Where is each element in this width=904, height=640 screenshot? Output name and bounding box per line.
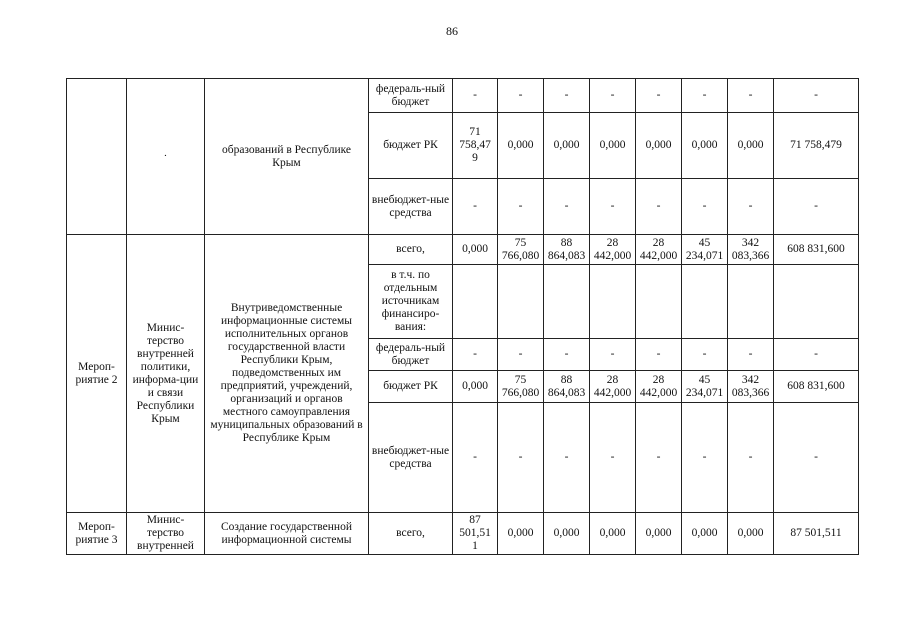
- amount-cell: 0,000: [682, 113, 728, 179]
- amount-cell: 0,000: [682, 513, 728, 555]
- event-cell: Мероп-риятие 2: [67, 235, 127, 513]
- amount-cell: [682, 265, 728, 339]
- amount-cell: 0,000: [544, 113, 590, 179]
- amount-cell: -: [682, 403, 728, 513]
- amount-cell: 28 442,000: [636, 235, 682, 265]
- funding-source-cell: внебюджет-ные средства: [369, 403, 453, 513]
- amount-cell: 0,000: [590, 113, 636, 179]
- amount-cell: 87 501,51 1: [453, 513, 498, 555]
- amount-cell: -: [590, 179, 636, 235]
- amount-cell: -: [728, 79, 774, 113]
- amount-cell: 0,000: [636, 113, 682, 179]
- funding-source-cell: бюджет РК: [369, 371, 453, 403]
- amount-cell: -: [682, 339, 728, 371]
- program-cell: Создание государственной информационной системы: [205, 513, 369, 555]
- amount-cell: -: [590, 403, 636, 513]
- amount-cell: -: [728, 179, 774, 235]
- amount-cell: 45 234,071: [682, 235, 728, 265]
- amount-cell: -: [774, 179, 859, 235]
- event-cell: [67, 79, 127, 235]
- program-cell: Внутриведомственные информационные системы исполнительных органов государственной власти Республики Крым, подведомственных им предприятий, учреждений, организаций и органов местного самоуправления муниципальных образований в Республике Крым: [205, 235, 369, 513]
- amount-cell: -: [636, 79, 682, 113]
- amount-cell: 88 864,083: [544, 371, 590, 403]
- funding-source-cell: федераль-ный бюджет: [369, 79, 453, 113]
- amount-cell: 71 758,479: [774, 113, 859, 179]
- amount-cell: -: [544, 339, 590, 371]
- amount-cell: -: [453, 79, 498, 113]
- amount-cell: -: [636, 403, 682, 513]
- amount-cell: -: [498, 403, 544, 513]
- funding-source-cell: в т.ч. по отдельным источникам финансиро-вания:: [369, 265, 453, 339]
- amount-cell: 88 864,083: [544, 235, 590, 265]
- amount-cell: [636, 265, 682, 339]
- amount-cell: -: [453, 179, 498, 235]
- funding-source-cell: всего,: [369, 513, 453, 555]
- amount-cell: -: [544, 79, 590, 113]
- amount-cell: 87 501,511: [774, 513, 859, 555]
- executor-cell: ·: [127, 79, 205, 235]
- amount-cell: -: [590, 79, 636, 113]
- amount-cell: -: [544, 403, 590, 513]
- amount-cell: 75 766,080: [498, 371, 544, 403]
- amount-cell: -: [453, 339, 498, 371]
- amount-cell: 608 831,600: [774, 371, 859, 403]
- amount-cell: -: [544, 179, 590, 235]
- amount-cell: 342 083,366: [728, 235, 774, 265]
- amount-cell: -: [682, 79, 728, 113]
- amount-cell: 342 083,366: [728, 371, 774, 403]
- amount-cell: 0,000: [498, 513, 544, 555]
- amount-cell: [774, 265, 859, 339]
- amount-cell: 0,000: [728, 113, 774, 179]
- table-row: [67, 79, 859, 113]
- amount-cell: 71 758,47 9: [453, 113, 498, 179]
- amount-cell: -: [453, 403, 498, 513]
- amount-cell: [544, 265, 590, 339]
- page-number: 86: [446, 24, 458, 38]
- amount-cell: -: [498, 179, 544, 235]
- amount-cell: -: [590, 339, 636, 371]
- budget-table: [66, 78, 859, 555]
- amount-cell: -: [498, 79, 544, 113]
- amount-cell: [453, 265, 498, 339]
- executor-cell: Минис-терство внутренней политики, информа-ции и связи Республики Крым: [127, 235, 205, 513]
- funding-source-cell: федераль-ный бюджет: [369, 339, 453, 371]
- amount-cell: -: [636, 179, 682, 235]
- amount-cell: 0,000: [636, 513, 682, 555]
- amount-cell: 75 766,080: [498, 235, 544, 265]
- amount-cell: [498, 265, 544, 339]
- amount-cell: 0,000: [453, 235, 498, 265]
- amount-cell: 28 442,000: [590, 235, 636, 265]
- amount-cell: -: [636, 339, 682, 371]
- amount-cell: 0,000: [728, 513, 774, 555]
- funding-source-cell: бюджет РК: [369, 113, 453, 179]
- amount-cell: 608 831,600: [774, 235, 859, 265]
- amount-cell: -: [774, 79, 859, 113]
- funding-source-cell: всего,: [369, 235, 453, 265]
- amount-cell: 28 442,000: [590, 371, 636, 403]
- event-cell: Мероп-риятие 3: [67, 513, 127, 555]
- amount-cell: 0,000: [590, 513, 636, 555]
- amount-cell: 0,000: [544, 513, 590, 555]
- amount-cell: [728, 265, 774, 339]
- amount-cell: -: [682, 179, 728, 235]
- amount-cell: 0,000: [498, 113, 544, 179]
- amount-cell: -: [774, 403, 859, 513]
- amount-cell: 28 442,000: [636, 371, 682, 403]
- table-row: [67, 513, 859, 555]
- program-cell: образований в Республике Крым: [205, 79, 369, 235]
- amount-cell: 0,000: [453, 371, 498, 403]
- executor-cell: Минис-терство внутренней: [127, 513, 205, 555]
- table-row: [67, 235, 859, 265]
- amount-cell: -: [728, 403, 774, 513]
- amount-cell: -: [728, 339, 774, 371]
- amount-cell: [590, 265, 636, 339]
- amount-cell: -: [498, 339, 544, 371]
- amount-cell: -: [774, 339, 859, 371]
- funding-source-cell: внебюджет-ные средства: [369, 179, 453, 235]
- amount-cell: 45 234,071: [682, 371, 728, 403]
